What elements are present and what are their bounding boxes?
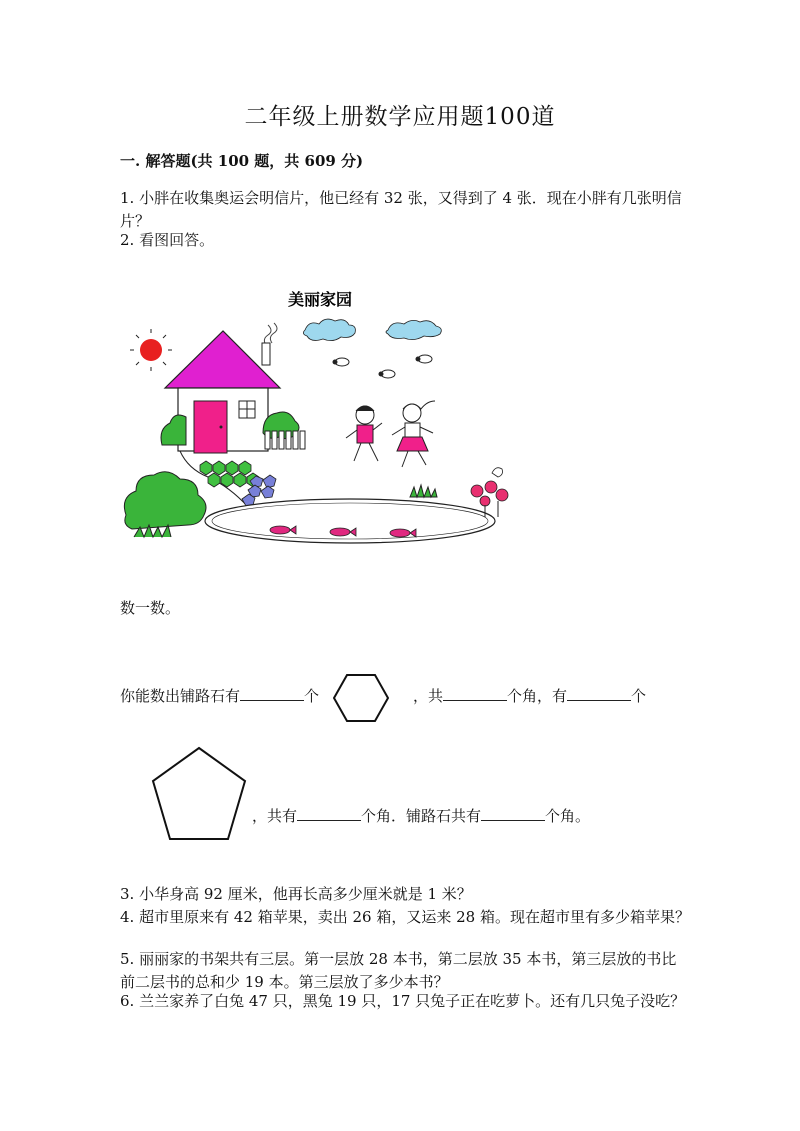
fill-text: 个 — [631, 687, 647, 705]
fill-text: 个角，有 — [507, 687, 568, 705]
fill-line-1 — [120, 685, 319, 706]
answer-blank[interactable] — [297, 806, 361, 821]
sun-icon — [130, 329, 172, 371]
fill-text: 个 — [304, 687, 320, 705]
question-6: 6. 兰兰家养了白兔 47 只，黑兔 19 只，17 只兔子正在吃萝卜。还有几只兔子没吃？ — [120, 992, 686, 1010]
fill-line-2 — [252, 805, 590, 826]
question-3: 3. 小华身高 92 厘米，他再长高多少厘米就是 1 米？ — [120, 885, 472, 903]
question-2: 2. 看图回答。 — [120, 231, 215, 249]
answer-blank[interactable] — [443, 686, 507, 701]
bird-icon — [333, 355, 432, 378]
flower-icon — [471, 481, 508, 506]
answer-blank[interactable] — [481, 806, 545, 821]
cloud-icon — [303, 319, 355, 341]
hexagon-shape — [333, 673, 389, 723]
section-heading: 一. 解答题(共 100 题，共 609 分) — [120, 152, 364, 170]
paving-stones — [200, 461, 276, 506]
bush-icon — [161, 415, 186, 445]
fill-text: 个角．铺路石共有 — [361, 807, 482, 825]
fill-text: ，共有 — [252, 807, 298, 825]
question-4: 4. 超市里原来有 42 箱苹果，卖出 26 箱，又运来 28 箱。现在超市里有多少箱苹果？ — [120, 908, 690, 926]
answer-blank[interactable] — [240, 686, 304, 701]
pentagon-shape — [150, 745, 248, 843]
picture-title: 美丽家园 — [288, 292, 353, 309]
cloud-icon — [386, 320, 441, 339]
bush-icon — [124, 472, 206, 529]
child-boy — [346, 406, 382, 461]
child-girl — [392, 401, 435, 467]
fill-text: 你能数出铺路石有 — [120, 687, 241, 705]
fill-line-1b — [413, 685, 646, 706]
pond — [205, 499, 495, 543]
question-5: 5. 丽丽家的书架共有三层。第一层放 28 本书，第二层放 35 本书，第三层放的书比前二层书的总和少 19 本。第三层放了多少本书？ — [120, 950, 677, 991]
answer-blank[interactable] — [567, 686, 631, 701]
fill-text: ，共 — [413, 687, 444, 705]
document-title: 二年级上册数学应用题100道 — [244, 104, 556, 130]
fill-text: 个角。 — [545, 807, 591, 825]
question-1: 1. 小胖在收集奥运会明信片，他已经有 32 张，又得到了 4 张．现在小胖有几张明信片？ — [120, 189, 682, 230]
count-prompt: 数一数。 — [120, 599, 181, 617]
home-illustration — [120, 285, 540, 555]
